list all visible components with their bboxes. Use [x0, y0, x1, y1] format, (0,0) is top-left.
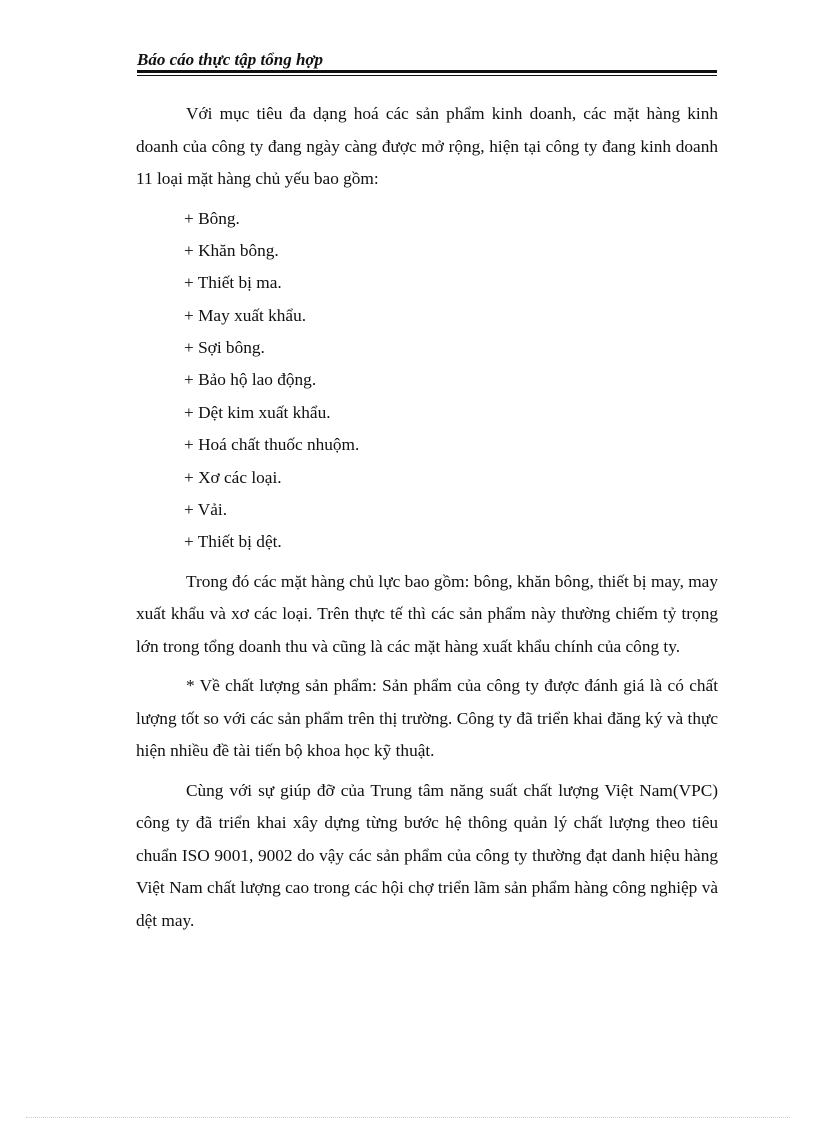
footer-divider: [26, 1117, 790, 1118]
key-products-paragraph: Trong đó các mặt hàng chủ lực bao gồm: bông, khăn bông, thiết bị may, may xuất khẩu và xơ các loại. Trên thực tế thì các sản phẩm này thường chiếm tỷ trọng lớn trong tổng doanh thu và cũng là các mặt hàng xuất khẩu chính của công ty.: [136, 571, 718, 656]
header-rule-thin: [137, 75, 717, 76]
document-body: [136, 98, 718, 937]
product-list: [136, 203, 718, 559]
list-item: + Dệt kim xuất khẩu.: [184, 402, 331, 422]
list-item: + Hoá chất thuốc nhuộm.: [184, 435, 360, 455]
list-item: + Bông.: [184, 208, 240, 228]
iso-paragraph: Cùng với sự giúp đỡ của Trung tâm năng suất chất lượng Việt Nam(VPC) công ty đã triển khai xây dựng từng bước hệ thông quản lý chất lượng theo tiêu chuẩn ISO 9001, 9002 do vậy các sản phẩm của công ty thường đạt danh hiệu hàng Việt Nam chất lượng cao trong các hội chợ triển lãm sản phẩm hàng công nghiệp và dệt may.: [136, 780, 718, 930]
quality-paragraph: * Về chất lượng sản phẩm: Sản phẩm của công ty được đánh giá là có chất lượng tốt so với các sản phẩm trên thị trường. Công ty đã triển khai đăng ký và thực hiện nhiều đề tài tiến bộ khoa học kỹ thuật.: [136, 676, 718, 761]
list-item: + Khăn bông.: [184, 240, 279, 260]
list-item: + May xuất khẩu.: [184, 305, 307, 325]
page-header: [137, 48, 717, 78]
intro-paragraph: Với mục tiêu đa dạng hoá các sản phẩm kinh doanh, các mặt hàng kinh doanh của công ty đang ngày càng được mở rộng, hiện tại công ty đang kinh doanh 11 loại mặt hàng chủ yếu bao gồm:: [136, 104, 718, 188]
list-item: + Vải.: [184, 500, 228, 520]
list-item: + Thiết bị dệt.: [184, 532, 282, 552]
list-item: + Thiết bị ma.: [184, 273, 282, 293]
list-item: + Sợi bông.: [184, 338, 265, 358]
header-rule-thick: [137, 70, 717, 73]
list-item: + Xơ các loại.: [184, 467, 282, 487]
header-title: Báo cáo thực tập tổng hợp: [137, 50, 324, 69]
list-item: + Bảo hộ lao động.: [184, 370, 317, 390]
